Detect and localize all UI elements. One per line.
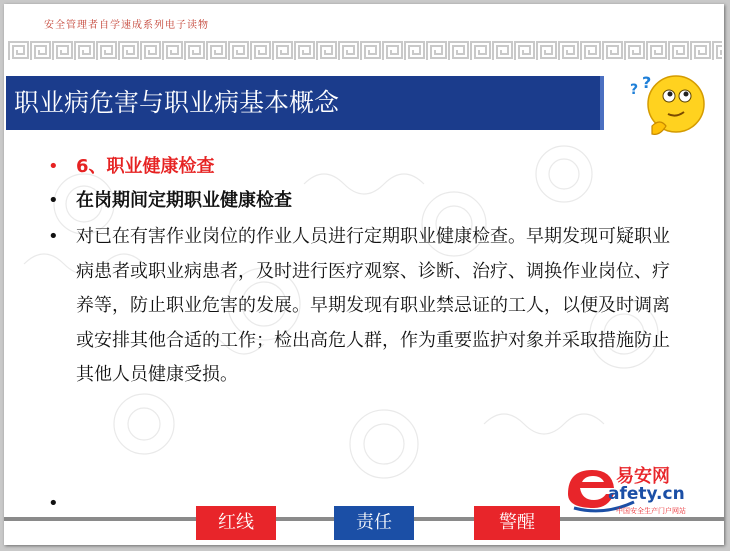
list-item [44, 152, 684, 186]
body-paragraph: 对已在有害作业岗位的作业人员进行定期职业健康检查。早期发现可疑职业病患者或职业病患者，及时进行医疗观察、诊断、治疗、调换作业岗位、疗养等，防止职业危害的发展。早期发现有职业禁忌证的工人，以便及时调离或安排其他合适的工作；检出高危人群，作为重要监护对象并采取措施防止其他人员健康受损。 [76, 226, 670, 386]
section-heading: 6、职业健康检查 [76, 156, 215, 177]
tag-alert: 警醒 [474, 506, 560, 540]
logo-name-cn: 易安网 [616, 466, 670, 487]
tag-responsibility: 责任 [334, 506, 414, 540]
list-item [44, 220, 684, 393]
slide-title: 职业病危害与职业病基本概念 [14, 88, 340, 117]
tag-red-line: 红线 [196, 506, 276, 540]
title-bar [6, 76, 604, 130]
content-area [44, 152, 684, 393]
list-item [44, 186, 684, 220]
logo-tagline: 中国安全生产门户网站 [616, 507, 686, 515]
slide [4, 4, 724, 545]
bullet-icon: • [48, 493, 59, 514]
logo-name-en: afety.cn [608, 484, 685, 504]
fret-border [8, 40, 722, 62]
series-title: 安全管理者自学速成系列电子读物 [44, 20, 209, 31]
list-item [44, 492, 76, 516]
site-logo [564, 460, 704, 520]
thinking-smiley-icon [624, 64, 714, 144]
bullet-icon: • [48, 190, 59, 211]
subsection-heading: 在岗期间定期职业健康检查 [76, 190, 292, 211]
bullet-icon: • [48, 156, 59, 177]
svg-text:?: ? [642, 73, 652, 92]
bullet-icon: • [48, 226, 59, 247]
svg-text:?: ? [630, 82, 639, 98]
